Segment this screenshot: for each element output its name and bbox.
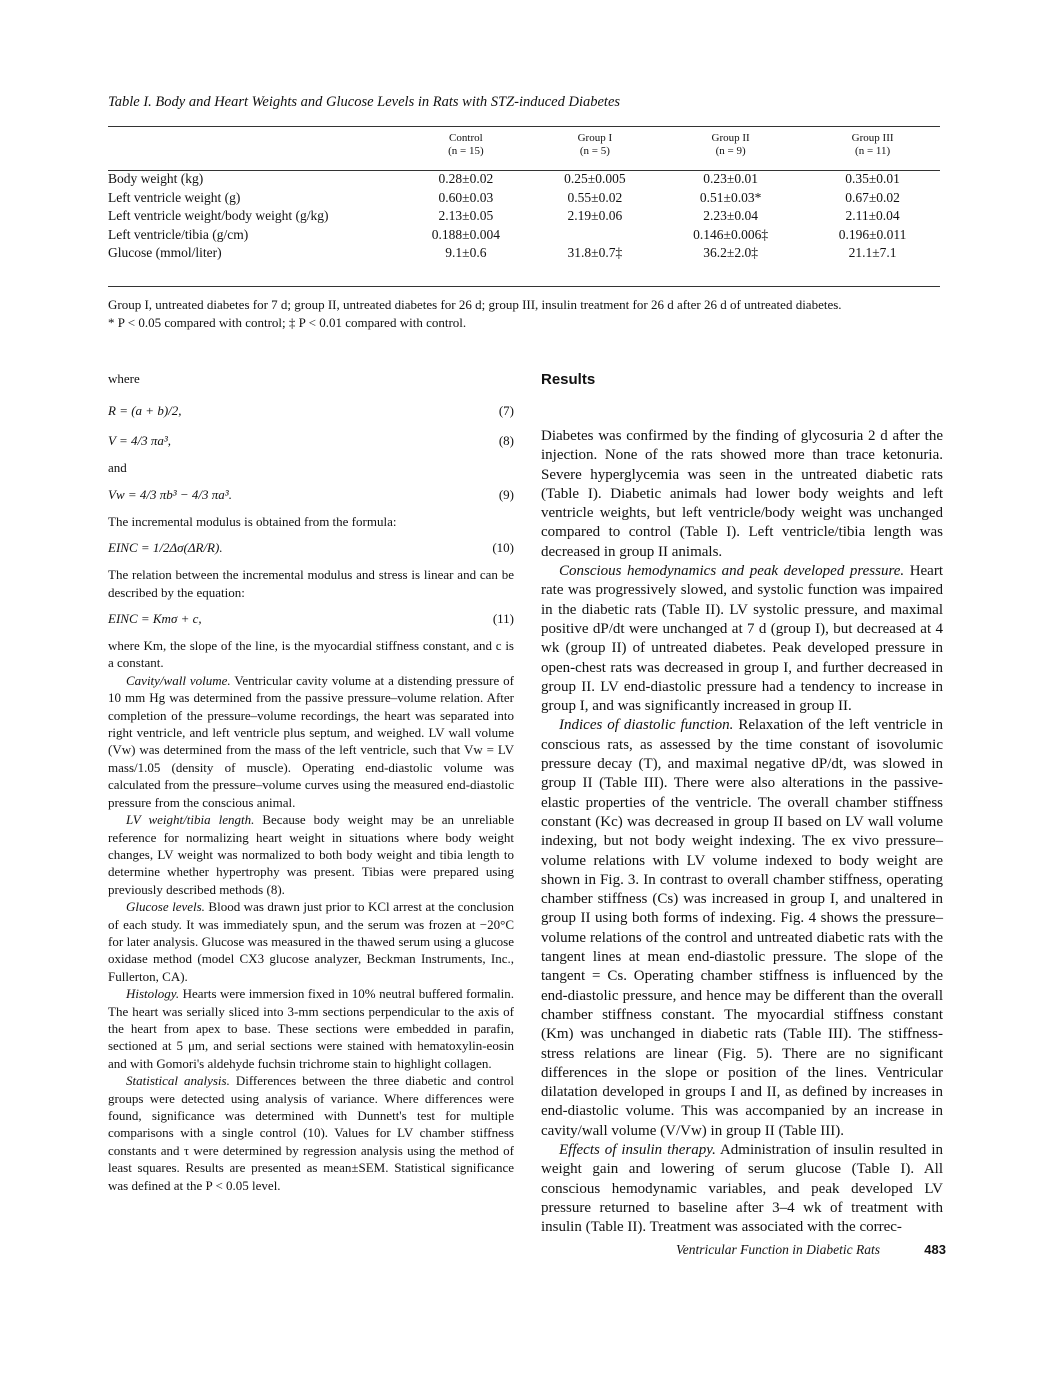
row-label: Glucose (mmol/liter) xyxy=(108,245,222,261)
equation-number: (10) xyxy=(492,540,514,556)
cavity-paragraph xyxy=(108,672,514,811)
footnote-line-1: Group I, untreated diabetes for 7 d; group II, untreated diabetes for 26 d; group III, insulin treatment for 26 d after 26 d of untreated diabetes. xyxy=(108,297,842,312)
km-text: where Km, the slope of the line, is the myocardial stiffness constant, and c is a constant. xyxy=(108,638,514,671)
equation-number: (9) xyxy=(498,486,514,502)
table-cell: 2.13±0.05 xyxy=(438,208,494,224)
table-cell: 0.188±0.004 xyxy=(431,226,500,242)
equation-9 xyxy=(108,483,514,507)
equation-number: (7) xyxy=(498,403,514,419)
table-row-glucose xyxy=(108,244,940,263)
lv-weight-title: LV weight/tibia length. xyxy=(126,812,255,828)
table-cell: 0.196±0.011 xyxy=(838,226,907,242)
column-header-group-1: Group I (n = 5) xyxy=(577,132,613,157)
lv-weight-body: Because body weight may be an unreliable reference for normalizing heart weight in situations where body weight changes, LV weight was normalized to both body weight and tibia length to determine whether hypertrophy was present. Tibias were prepared using previously described methods (8). xyxy=(108,812,515,897)
table-row-lv-body-weight xyxy=(108,207,940,226)
table-cell: 0.28±0.02 xyxy=(438,171,494,187)
table-cell: 0.55±0.02 xyxy=(567,189,623,205)
page-footer xyxy=(676,1242,946,1258)
data-table xyxy=(108,132,940,263)
table-footnote xyxy=(108,296,948,332)
table-row-lv-tibia xyxy=(108,226,940,245)
table-cell xyxy=(534,226,656,245)
column-header-control: Control (n = 15) xyxy=(448,132,484,157)
column-header-group-2: Group II (n = 9) xyxy=(711,132,750,157)
table-row-body-weight xyxy=(108,170,940,189)
equation-10 xyxy=(108,536,514,560)
histology-title: Histology. xyxy=(126,986,180,1002)
table-header-row xyxy=(108,132,940,170)
relation-text: The relation between the incremental modulus and stress is linear and can be described by the equation: xyxy=(108,567,514,600)
glucose-body: Blood was drawn just prior to KCl arrest at the conclusion of each study. It was immediately spun, and the serum was frozen at −20°C for later analysis. Glucose was measured in the thawed serum using a glucose oxidase method (model CX3 glucose analyzer, Beckman Instruments, Inc., Fullerton, CA). xyxy=(108,899,515,984)
equation-11 xyxy=(108,607,514,631)
right-column xyxy=(541,370,943,1237)
table-cell: 2.19±0.06 xyxy=(567,208,623,224)
table-cell: 2.11±0.04 xyxy=(845,208,900,224)
table-row-lv-weight xyxy=(108,189,940,208)
cavity-title: Cavity/wall volume. xyxy=(126,672,231,688)
histology-paragraph xyxy=(108,985,514,1072)
diastolic-body: Relaxation of the left ventricle in conscious rats, as assessed by the time constant of isovolumic pressure decay (T), and maximal negative dP/dt, was slowed in group II (Table III). There were also alterations in the passive-elastic properties of the ventricle. The overall chamber stiffness constant (Kc) was decreased in group II based on LV wall volume indexing, but not body weight indexing. The ex vivo pressure–volume relations with LV volume indexed to body weight are shown in Fig. 3. In contrast to overall chamber stiffness, operating chamber stiffness (Cs) was increased in group I, and unaltered in group II using both forms of indexing. Fig. 4 shows the pressure–volume relations of the control and untreated diabetic rats with the tangent lines at mean end-diastolic pressure. The slope of the tangent = Cs. Operating chamber stiffness is influenced by the end-diastolic pressure, and hence may be different than the overall chamber stiffness constant. The myocardial stiffness constant (Km) was unchanged in diabetic rats (Table III). The stiffness-stress relations are linear (Fig. 5). There are no significant differences in the slope or position of the lines. Ventricular dilatation developed in groups I and II, as defined by increases in end-diastolic volume. This was accompanied by an increase in cavity/wall volume (V/Vw) in group II (Table III). xyxy=(541,717,944,1139)
table-cell: 0.35±0.01 xyxy=(845,171,900,187)
table-caption: Table I. Body and Heart Weights and Glucose Levels in Rats with STZ-induced Diabetes xyxy=(108,94,621,110)
table-cell: 0.60±0.03 xyxy=(438,189,494,205)
statistics-body: Differences between the three diabetic and control groups were detected using analysis of variance. Where differences were found, significance was determined with Dunnett's test for multiple comparisons with a single control (10). Values for LV chamber stiffness constants and τ were determined by regression analysis using the method of least squares. Results are presented as mean±SEM. Statistical significance was defined at the P < 0.05 level. xyxy=(108,1073,514,1193)
hemodynamics-body: Heart rate was progressively slowed, and systolic function was impaired in the diabetic rats (Table II). LV systolic pressure, and maximal positive dP/dt were unchanged at 7 d (group I), but decreased at 4 wk (group II) of untreated diabetes. Peak developed pressure in open-chest rats was decreased in group I, and further decreased in group II. LV end-diastolic pressure had a tendency to increase in group I, and was significantly increased in group II. xyxy=(541,563,943,715)
page-number: 483 xyxy=(924,1242,946,1257)
insulin-title: Effects of insulin therapy. xyxy=(559,1141,716,1158)
table-header-blank xyxy=(108,132,398,170)
table-cell: 0.67±0.02 xyxy=(845,189,900,205)
table-bottom-rule xyxy=(108,286,940,287)
table-cell: 9.1±0.6 xyxy=(445,245,487,261)
table-cell: 21.1±7.1 xyxy=(848,245,897,261)
equation-number: (11) xyxy=(492,611,514,627)
running-title: Ventricular Function in Diabetic Rats xyxy=(676,1242,880,1257)
statistics-paragraph xyxy=(108,1072,514,1194)
table-top-rule xyxy=(108,126,940,127)
row-label: Left ventricle weight/body weight (g/kg) xyxy=(108,208,329,224)
table-cell: 0.23±0.01 xyxy=(703,171,758,187)
diastolic-title: Indices of diastolic function. xyxy=(559,717,734,734)
cavity-body: Ventricular cavity volume at a distending pressure of 10 mm Hg was determined from the passive pressure–volume relation. After completion of the pressure–volume recordings, the heart was separated into right ventricle, and left ventricle plus septum, and weighed. LV wall volume (Vw) was determined from the mass of the left ventricle, such that Vw = LV mass/1.05 (density of muscle). Operating end-diastolic volume was calculated from the pressure–volume curves using the measured end-diastolic pressure from the conscious animal. xyxy=(108,672,514,810)
diastolic-paragraph xyxy=(541,716,943,1141)
equation-8 xyxy=(108,429,514,453)
equation-text: EINC = 1/2Δσ(ΔR/R). xyxy=(108,540,223,556)
results-paragraph-1: Diabetes was confirmed by the finding of glycosuria 2 d after the injection. None of the rats showed more than trace ketonuria. Severe hyperglycemia was seen in the untreated diabetic rats (Table I). Diabetic animals had lower body weights and left ventricle weights, but left ventricle/body weight was unchanged compared to control (Table I). Left ventricle/tibia length was decreased in group II animals. xyxy=(541,428,943,560)
equation-7 xyxy=(108,399,514,423)
column-header-group-3: Group III (n = 11) xyxy=(851,132,894,157)
results-heading: Results xyxy=(541,371,596,388)
equation-text: V = 4/3 πa³, xyxy=(108,433,172,449)
equation-number: (8) xyxy=(498,433,514,449)
insulin-body: Administration of insulin resulted in weight gain and lowering of serum glucose (Table I). All conscious hemodynamic variables, and peak developed LV pressure returned to baseline after 3–4 wk of treatment with insulin (Table II). Treatment was associated with the correc- xyxy=(541,1141,943,1236)
incremental-modulus-text: The incremental modulus is obtained from the formula: xyxy=(108,513,397,529)
equation-text: R = (a + b)/2, xyxy=(108,403,182,419)
left-column xyxy=(108,370,514,1194)
hemodynamics-title: Conscious hemodynamics and peak developed pressure. xyxy=(559,563,905,580)
table-cell: 0.146±0.006‡ xyxy=(693,226,769,242)
row-label: Left ventricle weight (g) xyxy=(108,189,241,205)
table-cell: 2.23±0.04 xyxy=(703,208,758,224)
insulin-paragraph xyxy=(541,1141,943,1237)
table-cell: 0.25±0.005 xyxy=(564,171,626,187)
where-text: where xyxy=(108,371,140,386)
table-cell: 0.51±0.03* xyxy=(699,189,762,205)
glucose-title: Glucose levels. xyxy=(126,899,205,915)
glucose-paragraph xyxy=(108,898,514,985)
histology-body: Hearts were immersion fixed in 10% neutral buffered formalin. The heart was serially sliced into 3-mm sections perpendicular to the axis of the heart from apex to base. These sections were embedded in parafin, sectioned at 5 μm, and serial sections were stained with hematoxylin-eosin and with Gomori's aldehyde fuchsin trichrome stain to highlight collagen. xyxy=(108,986,515,1071)
statistics-title: Statistical analysis. xyxy=(126,1073,230,1089)
and-text: and xyxy=(108,460,127,476)
lv-weight-paragraph xyxy=(108,811,514,898)
table-cell: 36.2±2.0‡ xyxy=(703,245,758,261)
equation-text: Vw = 4/3 πb³ − 4/3 πa³. xyxy=(108,486,232,502)
table-cell: 31.8±0.7‡ xyxy=(567,245,623,261)
equation-text: EINC = Kmσ + c, xyxy=(108,611,202,627)
row-label: Body weight (kg) xyxy=(108,171,204,187)
footnote-line-2: * P < 0.05 compared with control; ‡ P < 0.01 compared with control. xyxy=(108,315,467,330)
hemodynamics-paragraph xyxy=(541,562,943,716)
row-label: Left ventricle/tibia (g/cm) xyxy=(108,226,249,242)
